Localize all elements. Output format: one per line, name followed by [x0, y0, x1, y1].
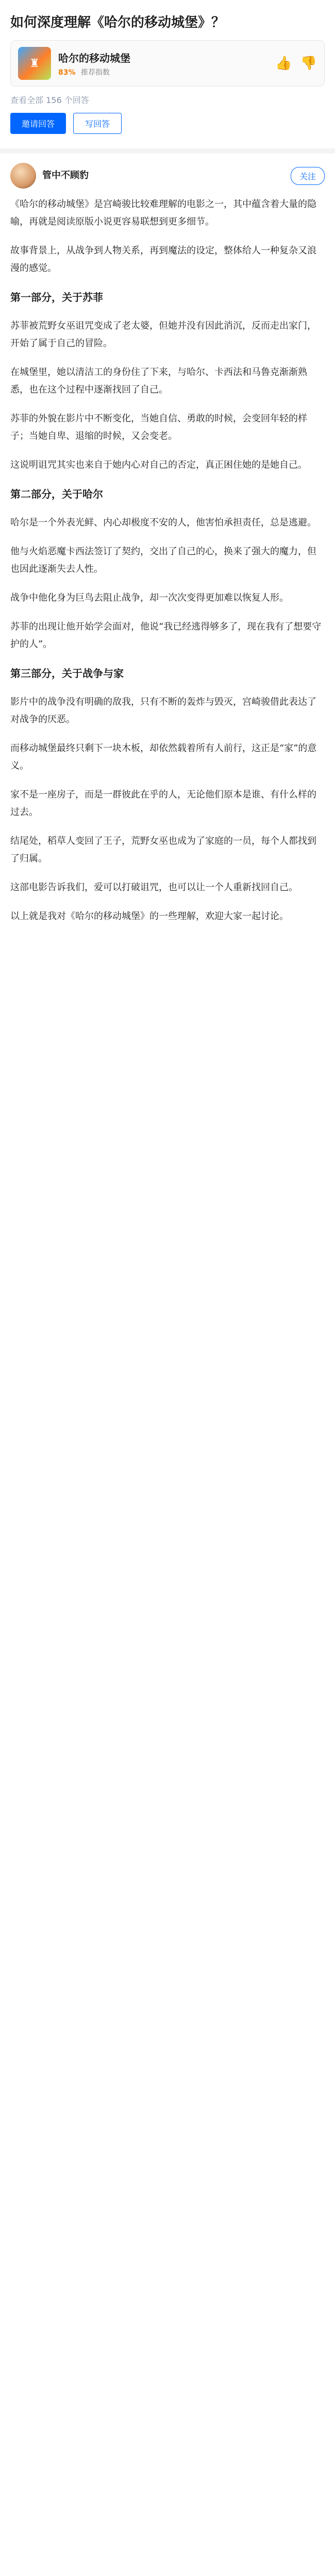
section-divider: [0, 148, 335, 154]
topic-actions: [275, 56, 317, 71]
answer-paragraph: 以上就是我对《哈尔的移动城堡》的一些理解，欢迎大家一起讨论。: [10, 911, 289, 922]
question-title: 如何深度理解《哈尔的移动城堡》？: [10, 15, 225, 30]
answer-paragraph: 这说明诅咒其实也来自于她内心对自己的否定，真正困住她的是她自己。: [10, 460, 307, 470]
answer-paragraph: 《哈尔的移动城堡》是宫崎骏比较难理解的电影之一，其中蕴含着大量的隐喻，再就是阅读原版小说更容易联想到更多细节。: [10, 199, 316, 227]
topic-info: [58, 50, 275, 77]
topic-score-percent: 83%: [58, 68, 76, 77]
avatar[interactable]: [10, 163, 36, 189]
write-answer-button[interactable]: 写回答: [73, 113, 122, 134]
answer-body: [10, 196, 325, 925]
question-header: [0, 0, 335, 148]
answer-section-heading: 第三部分，关于战争与家: [10, 667, 124, 680]
author-row: [10, 163, 325, 189]
castle-icon: ♜: [29, 57, 40, 70]
answer-section-heading: 第一部分，关于苏菲: [10, 291, 103, 303]
answer-paragraph: 苏菲被荒野女巫诅咒变成了老太婆，但她并没有因此消沉，反而走出家门，开始了属于自己的冒险。: [10, 320, 316, 349]
answer-paragraph: 苏菲的出现让他开始学会面对，他说“我已经逃得够多了，现在我有了想要守护的人”。: [10, 621, 322, 650]
answer-paragraph: 结尾处，稻草人变回了王子，荒野女巫也成为了家庭的一员，每个人都找到了归属。: [10, 836, 316, 864]
answer-paragraph: 哈尔是一个外表光鲜、内心却极度不安的人，他害怕承担责任，总是逃避。: [10, 517, 316, 528]
answer: [0, 154, 335, 925]
answer-paragraph: 故事背景上，从战争到人物关系，再到魔法的设定，整体给人一种复杂又浪漫的感觉。: [10, 245, 316, 274]
answer-paragraph: 他与火焰恶魔卡西法签订了契约，交出了自己的心，换来了强大的魔力，但也因此逐渐失去人性。: [10, 546, 316, 574]
author-info: [42, 168, 291, 183]
answer-paragraph: 这部电影告诉我们，爱可以打破诅咒，也可以让一个人重新找回自己。: [10, 882, 298, 893]
topic-thumbnail: [18, 47, 51, 80]
invite-answer-button[interactable]: 邀请回答: [10, 113, 66, 134]
topic-name: 哈尔的移动城堡: [58, 52, 130, 64]
topic-score: [58, 67, 275, 77]
topic-score-label: 推荐指数: [80, 68, 110, 77]
answer-section-heading: 第二部分，关于哈尔: [10, 488, 103, 500]
answer-paragraph: 影片中的战争没有明确的敌我，只有不断的轰炸与毁灭，宫崎骏借此表达了对战争的厌恶。: [10, 697, 316, 725]
answer-paragraph: 而移动城堡最终只剩下一块木板，却依然载着所有人前行，这正是“家”的意义。: [10, 743, 317, 771]
answer-paragraph: 苏菲的外貌在影片中不断变化，当她自信、勇敢的时候，会变回年轻的样子；当她自卑、退缩的时候，又会变老。: [10, 413, 307, 442]
answer-count[interactable]: 查看全部 156 个回答: [10, 95, 89, 105]
thumbs-up-icon[interactable]: 👍: [275, 56, 292, 71]
thumbs-down-icon[interactable]: 👎: [300, 56, 317, 71]
follow-button[interactable]: 关注: [291, 167, 325, 185]
answer-paragraph: 战争中他化身为巨鸟去阻止战争，却一次次变得更加难以恢复人形。: [10, 592, 289, 603]
author-name[interactable]: 管中不顾豹: [42, 170, 89, 181]
answer-paragraph: 家不是一座房子，而是一群彼此在乎的人，无论他们原本是谁、有什么样的过去。: [10, 789, 316, 818]
question-buttons: [10, 113, 325, 134]
answer-paragraph: 在城堡里，她以清洁工的身份住了下来，与哈尔、卡西法和马鲁克渐渐熟悉，也在这个过程中逐渐找回了自己。: [10, 367, 307, 395]
topic-card[interactable]: [10, 40, 325, 87]
